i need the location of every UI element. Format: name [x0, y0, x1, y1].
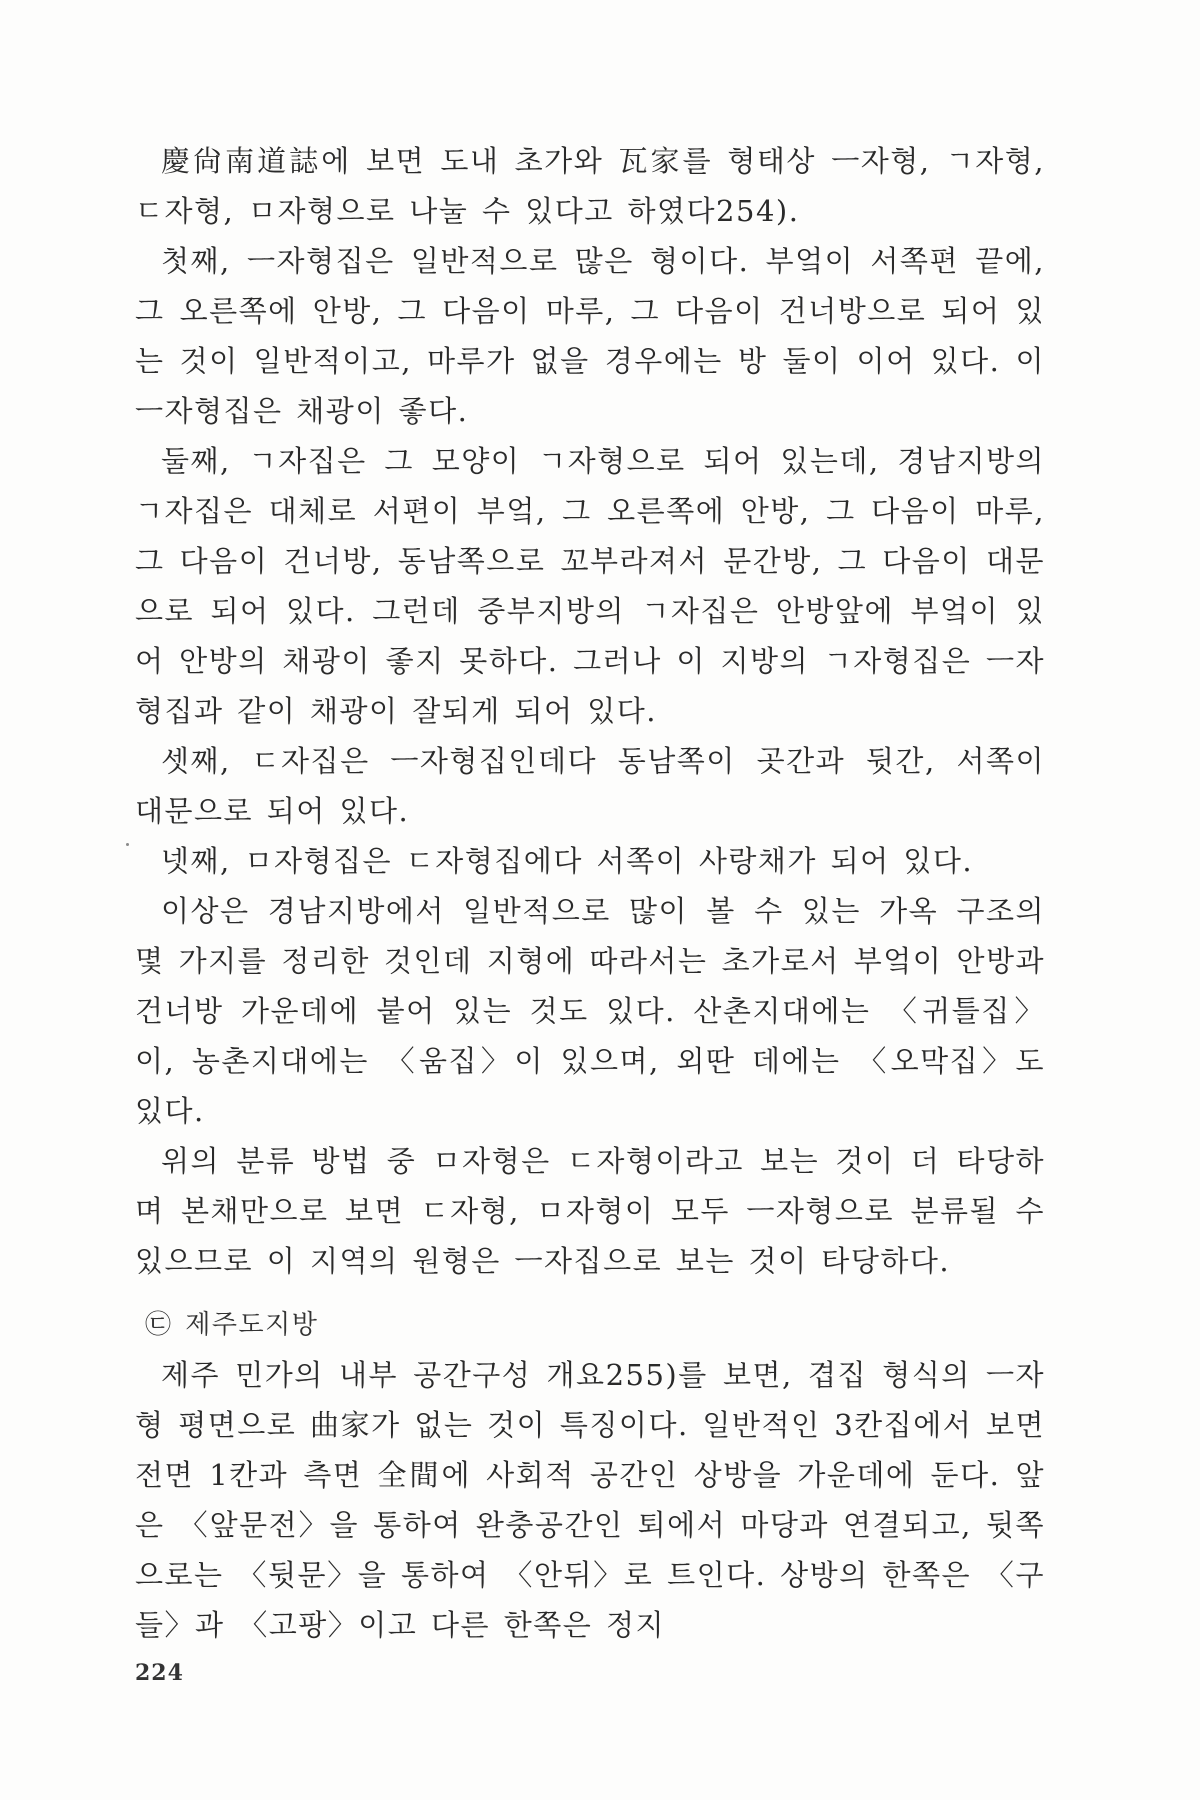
paragraph-second-type: 둘째, ㄱ자집은 그 모양이 ㄱ자형으로 되어 있는데, 경남지방의 ㄱ자집은 대체로 서편이 부엌, 그 오른쪽에 안방, 그 다음이 마루, 그 다음이 건너방, 동남쪽으로 꼬부라져서 문간방, 그 다음이 대문으로 되어 있다. 그런데 중부지방의 ㄱ자집은 안방앞에 부엌이 있어 안방의 채광이 좋지 못하다. 그러나 이 지방의 ㄱ자형집은 ㅡ자형집과 같이 채광이 잘되게 되어 있다.: [135, 444, 1045, 728]
paragraph-jeju: 제주 민가의 내부 공간구성 개요255)를 보면, 겹집 형식의 ㅡ자형 평면으로 曲家가 없는 것이 특징이다. 일반적인 3칸집에서 보면 전면 1칸과 측면 全間에 사회적 공간인 상방을 가운데에 둔다. 앞은 〈앞문전〉을 통하여 완충공간인 퇴에서 마당과 연결되고, 뒷쪽으로는 〈뒷문〉을 통하여 〈안뒤〉로 트인다. 상방의 한쪽은 〈구들〉과 〈고팡〉이고 다른 한쪽은 정지: [135, 1358, 1045, 1642]
paragraph-fourth-type: 넷째, ㅁ자형집은 ㄷ자형집에다 서쪽이 사랑채가 되어 있다.: [161, 844, 974, 878]
paragraph-intro: 慶尙南道誌에 보면 도내 초가와 瓦家를 형태상 ㅡ자형, ㄱ자형, ㄷ자형, ㅁ자형으로 나눌 수 있다고 하였다254).: [135, 144, 1045, 228]
scan-speck: [126, 843, 129, 846]
paragraph-conclusion: 위의 분류 방법 중 ㅁ자형은 ㄷ자형이라고 보는 것이 더 타당하며 본채만으로 보면 ㄷ자형, ㅁ자형이 모두 ㅡ자형으로 분류될 수 있으므로 이 지역의 원형은 ㅡ자집으로 보는 것이 타당하다.: [135, 1144, 1045, 1278]
section-heading: [135, 1300, 1045, 1350]
section-title: 제주도지방: [185, 1310, 319, 1340]
paragraph-summary: 이상은 경남지방에서 일반적으로 많이 볼 수 있는 가옥 구조의 몇 가지를 정리한 것인데 지형에 따라서는 초가로서 부엌이 안방과 건너방 가운데에 붙어 있는 것도 있다. 산촌지대에는 〈귀틀집〉이, 농촌지대에는 〈움집〉이 있으며, 외딴 데에는 〈오막집〉도 있다.: [135, 894, 1045, 1128]
page-number: 224: [135, 1660, 184, 1686]
paragraph-third-type: 셋째, ㄷ자집은 ㅡ자형집인데다 동남쪽이 곳간과 뒷간, 서쪽이 대문으로 되어 있다.: [135, 744, 1045, 828]
section-marker: ㉢: [145, 1310, 173, 1340]
body-text: [135, 136, 1045, 1650]
paragraph-first-type: 첫째, ㅡ자형집은 일반적으로 많은 형이다. 부엌이 서쪽편 끝에, 그 오른쪽에 안방, 그 다음이 마루, 그 다음이 건너방으로 되어 있는 것이 일반적이고, 마루가 없을 경우에는 방 둘이 이어 있다. 이 ㅡ자형집은 채광이 좋다.: [135, 244, 1045, 428]
